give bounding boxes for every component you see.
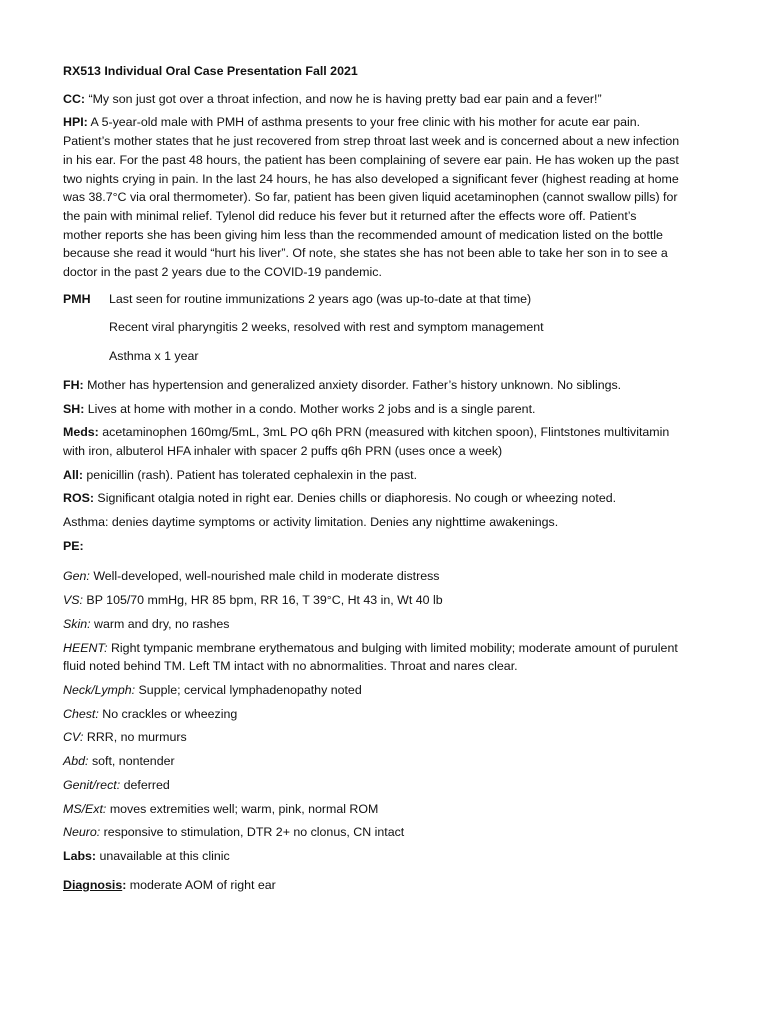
family-history xyxy=(63,376,723,395)
pe-gen-label: Gen: xyxy=(63,569,90,584)
labs-label: Labs: xyxy=(63,848,97,863)
pe-label: PE: xyxy=(63,538,84,553)
pe-ms-label: MS/Ext: xyxy=(63,801,107,816)
hpi-line-4: was 38.7°C via oral thermometer). So far, patient has been given liquid acetaminophen (cannot swallow pills) for xyxy=(63,190,678,205)
physical-exam xyxy=(63,567,723,841)
pe-abd xyxy=(63,752,723,771)
allergies xyxy=(63,466,723,485)
pe-heent-line-0 xyxy=(63,639,723,658)
pe-neuro xyxy=(63,823,723,842)
diagnosis-text: moderate AOM of right ear xyxy=(126,877,276,892)
pe-vs xyxy=(63,591,723,610)
pe-skin xyxy=(63,615,723,634)
pmh-item-0: Last seen for routine immunizations 2 years ago (was up-to-date at that time) xyxy=(109,291,532,306)
pmh-item-1: Recent viral pharyngitis 2 weeks, resolved with rest and symptom management xyxy=(109,320,544,335)
hpi-line-0 xyxy=(63,113,723,132)
document-page xyxy=(63,62,723,894)
pe-heent-text: Right tympanic membrane erythematous and bulging with limited mobility; moderate amount of purulent xyxy=(107,640,678,655)
pe-genit-rect xyxy=(63,776,723,795)
pe-cv xyxy=(63,728,723,747)
review-of-systems xyxy=(63,489,723,508)
diagnosis-colon: : xyxy=(122,877,127,892)
pe-skin-label: Skin: xyxy=(63,616,91,631)
hpi-label: HPI: xyxy=(63,115,88,130)
pmh-label: PMH xyxy=(63,291,91,306)
hpi-line-5: the pain with minimal relief. Tylenol did reduce his fever but it returned after the effects wore off. Patient’s xyxy=(63,208,637,223)
hpi-line-8: doctor in the past 2 years due to the COVID-19 pandemic. xyxy=(63,265,382,280)
all-text: penicillin (rash). Patient has tolerated cephalexin in the past. xyxy=(82,467,418,482)
pe-chest-label: Chest: xyxy=(63,706,99,721)
pmh-row-0 xyxy=(63,290,723,309)
pmh-section xyxy=(63,290,723,366)
pe-chest-text: No crackles or wheezing xyxy=(98,706,238,721)
hpi-line-1: Patient’s mother states that he just recovered from strep throat last week and is concerned about a new infection xyxy=(63,134,680,149)
labs-text: unavailable at this clinic xyxy=(96,848,230,863)
cc-text: “My son just got over a throat infection, and now he is having pretty bad ear pain and a fever!” xyxy=(85,91,602,106)
diagnosis xyxy=(63,876,723,895)
pe-genit-text: deferred xyxy=(120,777,170,792)
sh-label: SH: xyxy=(63,401,85,416)
meds-label: Meds: xyxy=(63,425,99,440)
ros-label: ROS: xyxy=(63,491,94,506)
social-history xyxy=(63,400,723,419)
pe-skin-text: warm and dry, no rashes xyxy=(90,616,230,631)
labs xyxy=(63,847,723,866)
pe-heent xyxy=(63,639,723,676)
fh-text: Mother has hypertension and generalized anxiety disorder. Father’s history unknown. No siblings. xyxy=(83,377,622,392)
pe-neck-label: Neck/Lymph: xyxy=(63,682,136,697)
pe-neuro-text: responsive to stimulation, DTR 2+ no clonus, CN intact xyxy=(100,825,405,840)
pe-chest xyxy=(63,705,723,724)
meds-line-1: with iron, albuterol HFA inhaler with spacer 2 puffs q6h PRN (uses once a week) xyxy=(63,443,503,458)
pe-vs-text: BP 105/70 mmHg, HR 85 bpm, RR 16, T 39°C, Ht 43 in, Wt 40 lb xyxy=(82,593,443,608)
chief-complaint xyxy=(63,90,723,109)
pe-neuro-label: Neuro: xyxy=(63,825,101,840)
pe-ms-text: moves extremities well; warm, pink, normal ROM xyxy=(106,801,379,816)
asthma-status: Asthma: denies daytime symptoms or activity limitation. Denies any nighttime awakenings. xyxy=(63,515,559,530)
hpi-line-6: mother reports she has been giving him less than the recommended amount of medication listed on the bottle xyxy=(63,227,663,242)
all-label: All: xyxy=(63,467,83,482)
hpi-line-7: because she read it would “hurt his liver”. Of note, she states she has not been able to take her son in to see a xyxy=(63,246,668,261)
pe-abd-label: Abd: xyxy=(63,754,89,769)
ros-text: Significant otalgia noted in right ear. Denies chills or diaphoresis. No cough or wheezing noted. xyxy=(93,491,617,506)
sh-text: Lives at home with mother in a condo. Mother works 2 jobs and is a single parent. xyxy=(84,401,536,416)
pe-heent-label: HEENT: xyxy=(63,640,108,655)
meds-line-0 xyxy=(63,423,723,442)
cc-label: CC: xyxy=(63,91,86,106)
hpi-section xyxy=(63,113,723,281)
medications xyxy=(63,423,723,460)
pe-genit-label: Genit/rect: xyxy=(63,777,121,792)
document-title: RX513 Individual Oral Case Presentation Fall 2021 xyxy=(63,64,358,78)
meds-text-0: acetaminophen 160mg/5mL, 3mL PO q6h PRN (measured with kitchen spoon), Flintstones multivitamin xyxy=(98,425,670,440)
pe-cv-label: CV: xyxy=(63,730,84,745)
pe-neck-text: Supple; cervical lymphadenopathy noted xyxy=(135,682,362,697)
diagnosis-label: Diagnosis xyxy=(63,877,123,892)
pe-heent-line-1: fluid noted behind TM. Left TM intact with no abnormalities. Throat and nares clear. xyxy=(63,659,518,674)
hpi-line-2: in his ear. For the past 48 hours, the patient has been complaining of severe ear pain. He has woken up the past xyxy=(63,152,679,167)
pe-gen-text: Well-developed, well-nourished male child in moderate distress xyxy=(89,569,440,584)
pe-abd-text: soft, nontender xyxy=(88,754,175,769)
hpi-text-0: A 5-year-old male with PMH of asthma presents to your free clinic with his mother for acute ear pain. xyxy=(87,115,641,130)
pe-cv-text: RRR, no murmurs xyxy=(83,730,187,745)
hpi-line-3: two nights crying in pain. In the last 24 hours, he has also developed a significant fever (highest reading at home xyxy=(63,171,679,186)
pmh-item-2: Asthma x 1 year xyxy=(109,349,199,364)
pe-neck-lymph xyxy=(63,681,723,700)
fh-label: FH: xyxy=(63,377,84,392)
pe-gen xyxy=(63,567,723,586)
pe-vs-label: VS: xyxy=(63,593,83,608)
pe-ms-ext xyxy=(63,800,723,819)
